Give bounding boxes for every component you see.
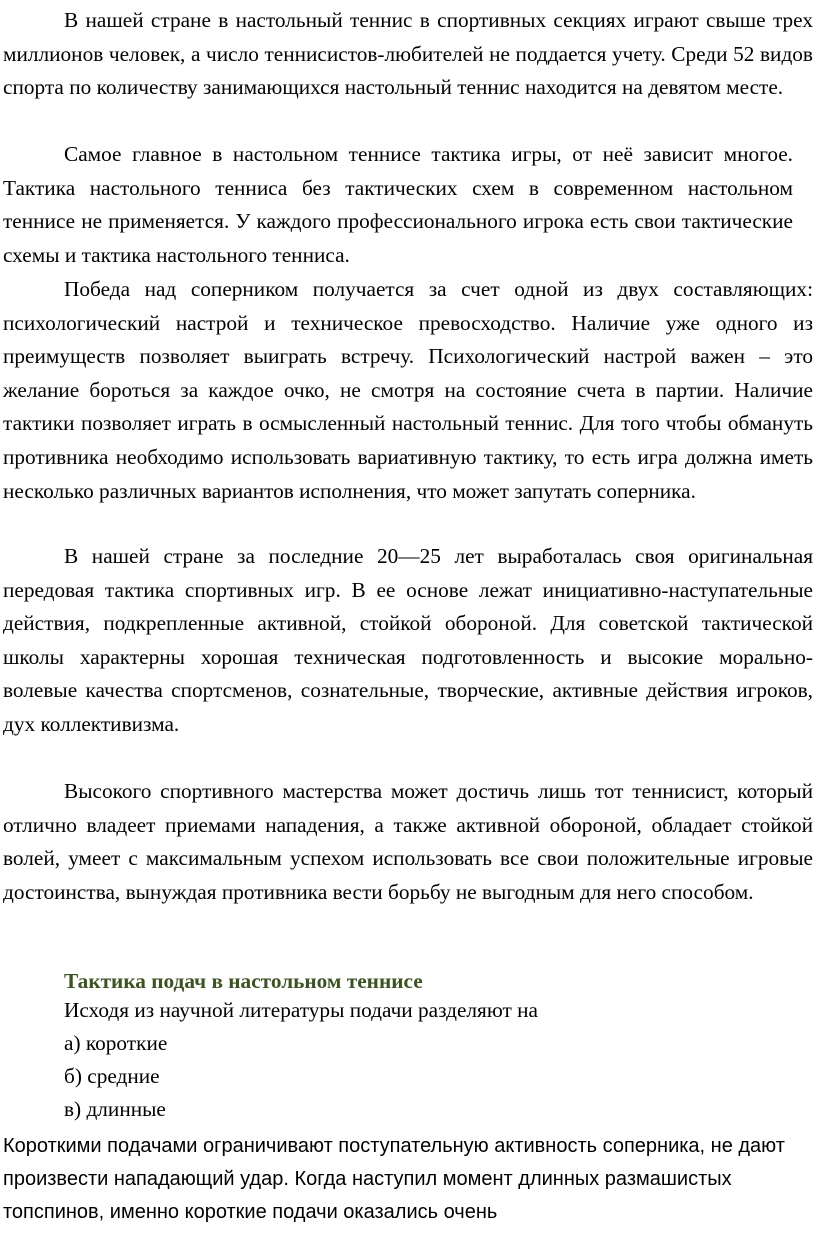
list-item: а) короткие — [64, 1031, 168, 1055]
paragraph-5: Высокого спортивного мастерства может достичь лишь тот теннисист, который отлично владеет приемами нападения, а также активной обороной, обладает стойкой волей, умеет с максимальным успехом использовать все свои положительные игровые достоинства, вынуждая противника вести борьбу не выгодным для него способом. — [3, 779, 813, 904]
list-item: б) средние — [64, 1064, 160, 1088]
intro-text: Исходя из научной литературы подачи разделяют на — [64, 998, 538, 1022]
section-heading: Тактика подач в настольном теннисе — [64, 969, 423, 993]
paragraph-1: В нашей стране в настольный теннис в спортивных секциях играют свыше трех миллионов человек, а число теннисистов-любителей не поддается учету. Среди 52 видов спорта по количеству занимающихся настольный теннис находится на девятом месте. — [3, 8, 813, 100]
paragraph-2: Самое главное в настольном теннисе тактика игры, от неё зависит многое. Тактика настольного тенниса без тактических схем в современном настольном теннисе не применяется. У каждого профессионального игрока есть свои тактические схемы и тактика настольного тенниса. — [3, 142, 793, 267]
paragraph-3: Победа над соперником получается за счет одной из двух составляющих: психологический настрой и техническое превосходство. Наличие уже одного из преимуществ позволяет выиграть встречу. Психологический настрой важен – это желание бороться за каждое очко, не смотря на состояние счета в партии. Наличие тактики позволяет играть в осмысленный настольный теннис. Для того чтобы обмануть противника необходимо использовать вариативную тактику, то есть игра должна иметь несколько различных вариантов исполнения, что может запутать соперника. — [3, 277, 813, 503]
closing-paragraph: Короткими подачами ограничивают поступательную активность соперника, не дают произвести нападающий удар. Когда наступил момент длинных размашистых топспинов, именно короткие подачи оказались очень — [3, 1135, 785, 1223]
list-item: в) длинные — [64, 1097, 166, 1121]
serve-types-list — [64, 1027, 167, 1126]
paragraph-4: В нашей стране за последние 20—25 лет выработалась своя оригинальная передовая тактика спортивных игр. В ее основе лежат инициативно-наступательные действия, подкрепленные активной, стойкой обороной. Для советской тактической школы характерны хорошая техническая подготовленность и высокие морально-волевые качества спортсменов, сознательные, творческие, активные действия игроков, дух коллективизма. — [3, 544, 813, 736]
